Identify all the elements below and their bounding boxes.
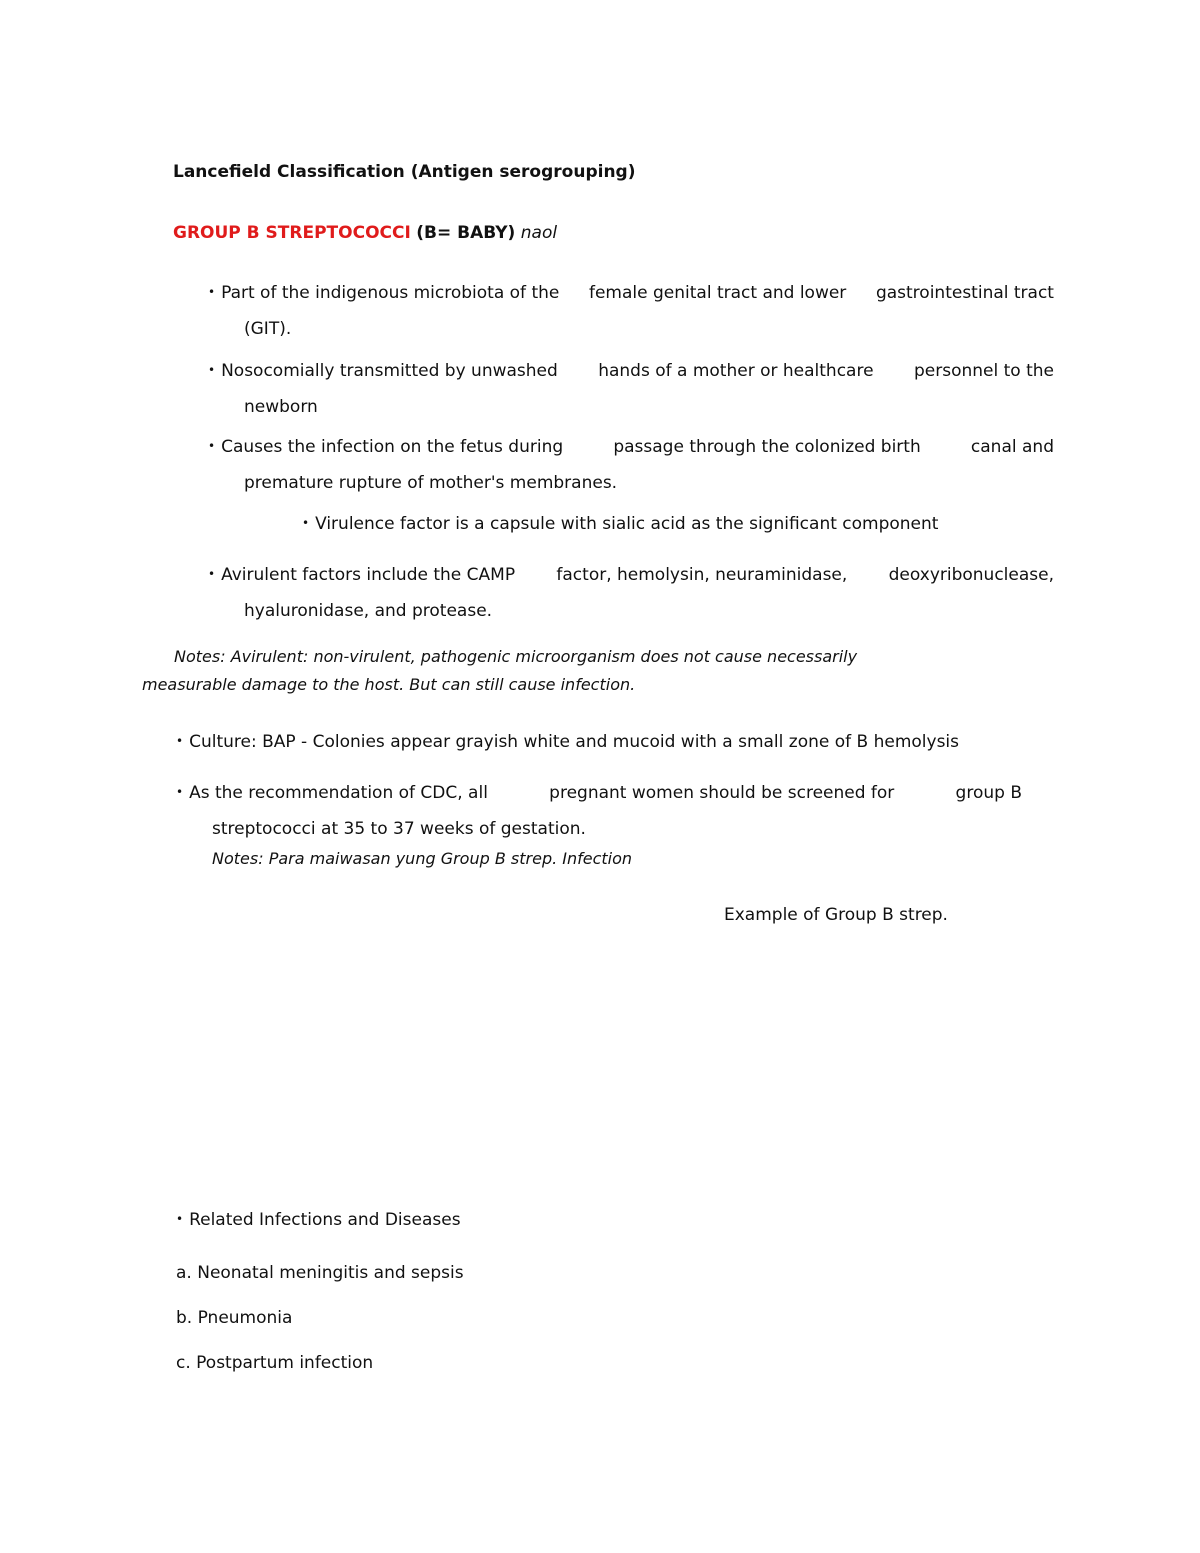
notes-line: Notes: Para maiwasan yung Group B strep. Infection: [212, 849, 633, 868]
bullet-item: • Causes the infection on the fetus during passage through the colonized birth canal and premature rupture of mother's membranes.: [208, 437, 1054, 493]
bullet-dot-icon: •: [208, 439, 216, 453]
image-caption: Example of Group B strep.: [724, 905, 948, 925]
bullet-dot-icon: •: [208, 567, 216, 581]
page-title: Lancefield Classification (Antigen serogrouping): [173, 162, 636, 182]
bullet-item: • Avirulent factors include the CAMP factor, hemolysin, neuraminidase, deoxyribonuclease, hyaluronidase, and protease.: [208, 565, 1054, 621]
group-name: GROUP B STREPTOCOCCI: [173, 223, 411, 243]
bullet-item: • Part of the indigenous microbiota of the female genital tract and lower gastrointestinal tract (GIT).: [208, 283, 1054, 339]
notes-line: Notes: Avirulent: non-virulent, pathogenic microorganism does not cause necessarily: [174, 647, 858, 666]
list-item: a. Neonatal meningitis and sepsis: [176, 1263, 464, 1283]
list-item: b. Pneumonia: [176, 1308, 293, 1328]
bullet-dot-icon: •: [208, 285, 216, 299]
list-item: c. Postpartum infection: [176, 1353, 374, 1373]
bullet-dot-icon: •: [176, 734, 184, 748]
group-suffix: naol: [520, 223, 558, 243]
bullet-dot-icon: •: [176, 1212, 184, 1226]
bullet-dot-icon: •: [176, 785, 184, 799]
bullet-item: • As the recommendation of CDC, all pregnant women should be screened for group B streptococci at 35 to 37 weeks of gestation.: [176, 783, 1022, 839]
group-heading: [173, 223, 557, 243]
notes-line: measurable damage to the host. But can still cause infection.: [142, 675, 636, 694]
related-heading: • Related Infections and Diseases: [176, 1210, 461, 1230]
bullet-item: • Nosocomially transmitted by unwashed hands of a mother or healthcare personnel to the newborn: [208, 361, 1054, 417]
culture-bullet: • Culture: BAP - Colonies appear grayish white and mucoid with a small zone of B hemolysis: [176, 732, 960, 752]
bullet-dot-icon: •: [302, 516, 310, 530]
sub-bullet: • Virulence factor is a capsule with sialic acid as the significant component: [302, 514, 939, 534]
group-paren: (B= BABY): [416, 223, 516, 243]
bullet-dot-icon: •: [208, 363, 216, 377]
